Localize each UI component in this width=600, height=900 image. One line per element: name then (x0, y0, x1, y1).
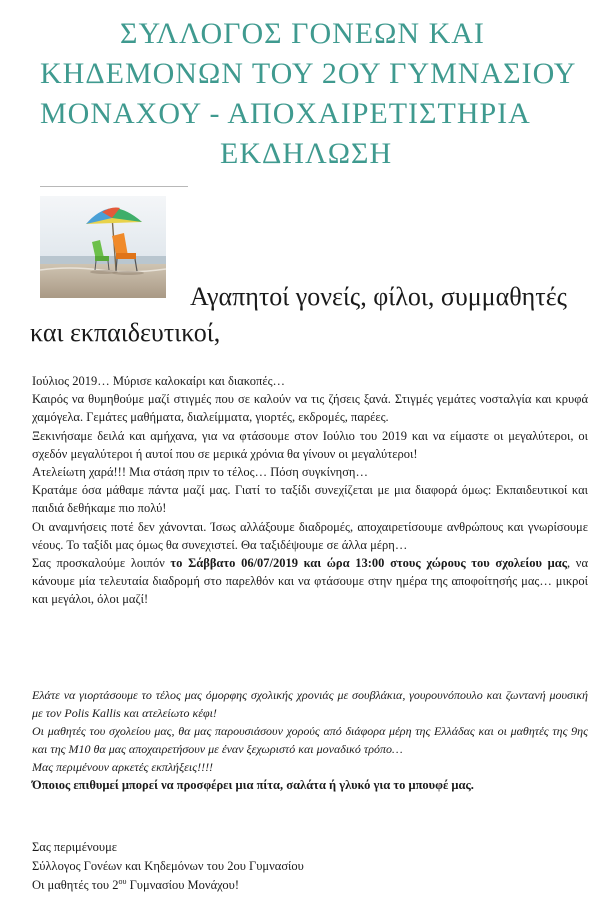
body-paragraph: Ξεκινήσαμε δειλά και αμήχανα, για να φτάσουμε στον Ιούλιο του 2019 και να είμαστε οι μεγαλύτεροι, οι σχεδόν μεγαλύτεροι ή αυτοί που σε μερικά χρόνια θα γίνουν οι μεγαλύτεροι! (32, 428, 588, 461)
buffet-note: Όποιος επιθυμεί μπορεί να προσφέρει μια πίτα, σαλάτα ή γλυκό για το μπουφέ μας. (32, 778, 474, 792)
title-line-2: ΚΗΔΕΜΟΝΩΝ ΤΟΥ 2ΟΥ ΓΥΜΝΑΣΙΟΥ (40, 57, 577, 90)
beach-chairs-umbrella-image (40, 196, 166, 298)
title-divider (40, 186, 188, 187)
body-paragraph: Οι αναμνήσεις ποτέ δεν χάνονται. Ίσως αλλάξουμε διαδρομές, αποχαιρετίσουμε ανθρώπους και γνωρίσουμε νέους. Το ταξίδι μας όμως θα συνεχιστεί. Θα ταξιδέψουμε σε άλλα μέρη… (32, 519, 588, 552)
event-details (32, 686, 588, 794)
event-paragraph: Ελάτε να γιορτάσουμε το τέλος μας όμορφης σχολικής χρονιάς με σουβλάκια, γουρουνόπουλο και ζωντανή μουσική με τον Polis Kallis και ατελείωτο κέφι! (32, 688, 588, 720)
greeting-line-2: και εκπαιδευτικοί, (30, 318, 221, 347)
title-line-3: ΜΟΝΑΧΟΥ - ΑΠΟΧΑΙΡΕΤΙΣΤΗΡΙΑ (40, 97, 531, 130)
signature-line (32, 876, 588, 895)
invitation-paragraph (32, 554, 588, 609)
invitation-text-end: , να κάνουμε μία τελευταία διαδρομή στο παρελθόν και να φτάσουμε στην ημέρα της αποφοίτησής μας… μικροί και μεγάλοι, όλοι μαζί! (32, 556, 588, 607)
signature-block (32, 838, 588, 895)
body-paragraph: Ατελείωτη χαρά!!! Μια στάση πριν το τέλος… Πόση συγκίνηση… (32, 465, 368, 480)
title-line-4: ΕΚΔΗΛΩΣΗ (220, 137, 393, 170)
event-date-time: το Σάββατο 06/07/2019 και ώρα 13:00 στους χώρους του σχολείου μας (170, 556, 567, 571)
title-line-1: ΣΥΛΛΟΓΟΣ ΓΟΝΕΩΝ ΚΑΙ (120, 17, 485, 50)
signature-line: Σας περιμένουμε (32, 840, 118, 854)
signature-line: Σύλλογος Γονέων και Κηδεμόνων του 2ου Γυμνασίου (32, 859, 304, 873)
signature-text-end: Γυμνασίου Μονάχου! (126, 878, 240, 892)
event-paragraph: Μας περιμένουν αρκετές εκπλήξεις!!!! (32, 760, 214, 774)
body-paragraph: Καιρός να θυμηθούμε μαζί στιγμές που σε καλούν να τις ζήσεις ξανά. Στιγμές γεμάτες νοσταλγία και κρυφά χαμόγελα. Γεμάτες μαθήματα, διαλείμματα, γιορτές, εκδρομές, παρέες. (32, 392, 588, 425)
ordinal-superscript: ου (118, 876, 127, 886)
body-paragraph: Ιούλιος 2019… Μύρισε καλοκαίρι και διακοπές… (32, 374, 286, 388)
event-paragraph: Οι μαθητές του σχολείου μας, θα μας παρουσιάσουν χορούς από διάφορα μέρη της Ελλάδας και οι μαθητές της 9ης και της Μ10 θα μας αποχαιρετήσουν με έναν ξεχωριστό και μοναδικό τρόπο… (32, 724, 588, 756)
invitation-text: Σας προσκαλούμε λοιπόν (32, 556, 171, 571)
document-title (40, 14, 580, 174)
letter-body (32, 372, 588, 609)
greeting-line-1: Αγαπητοί γονείς, φίλοι, συμμαθητές (190, 282, 567, 311)
signature-text: Οι μαθητές του 2 (32, 878, 119, 892)
body-paragraph: Κρατάμε όσα μάθαμε πάντα μαζί μας. Γιατί το ταξίδι συνεχίζεται με μια διαφορά όμως: Εκπαιδευτικοί και παιδιά δεθήκαμε πιο πολύ! (32, 483, 588, 516)
